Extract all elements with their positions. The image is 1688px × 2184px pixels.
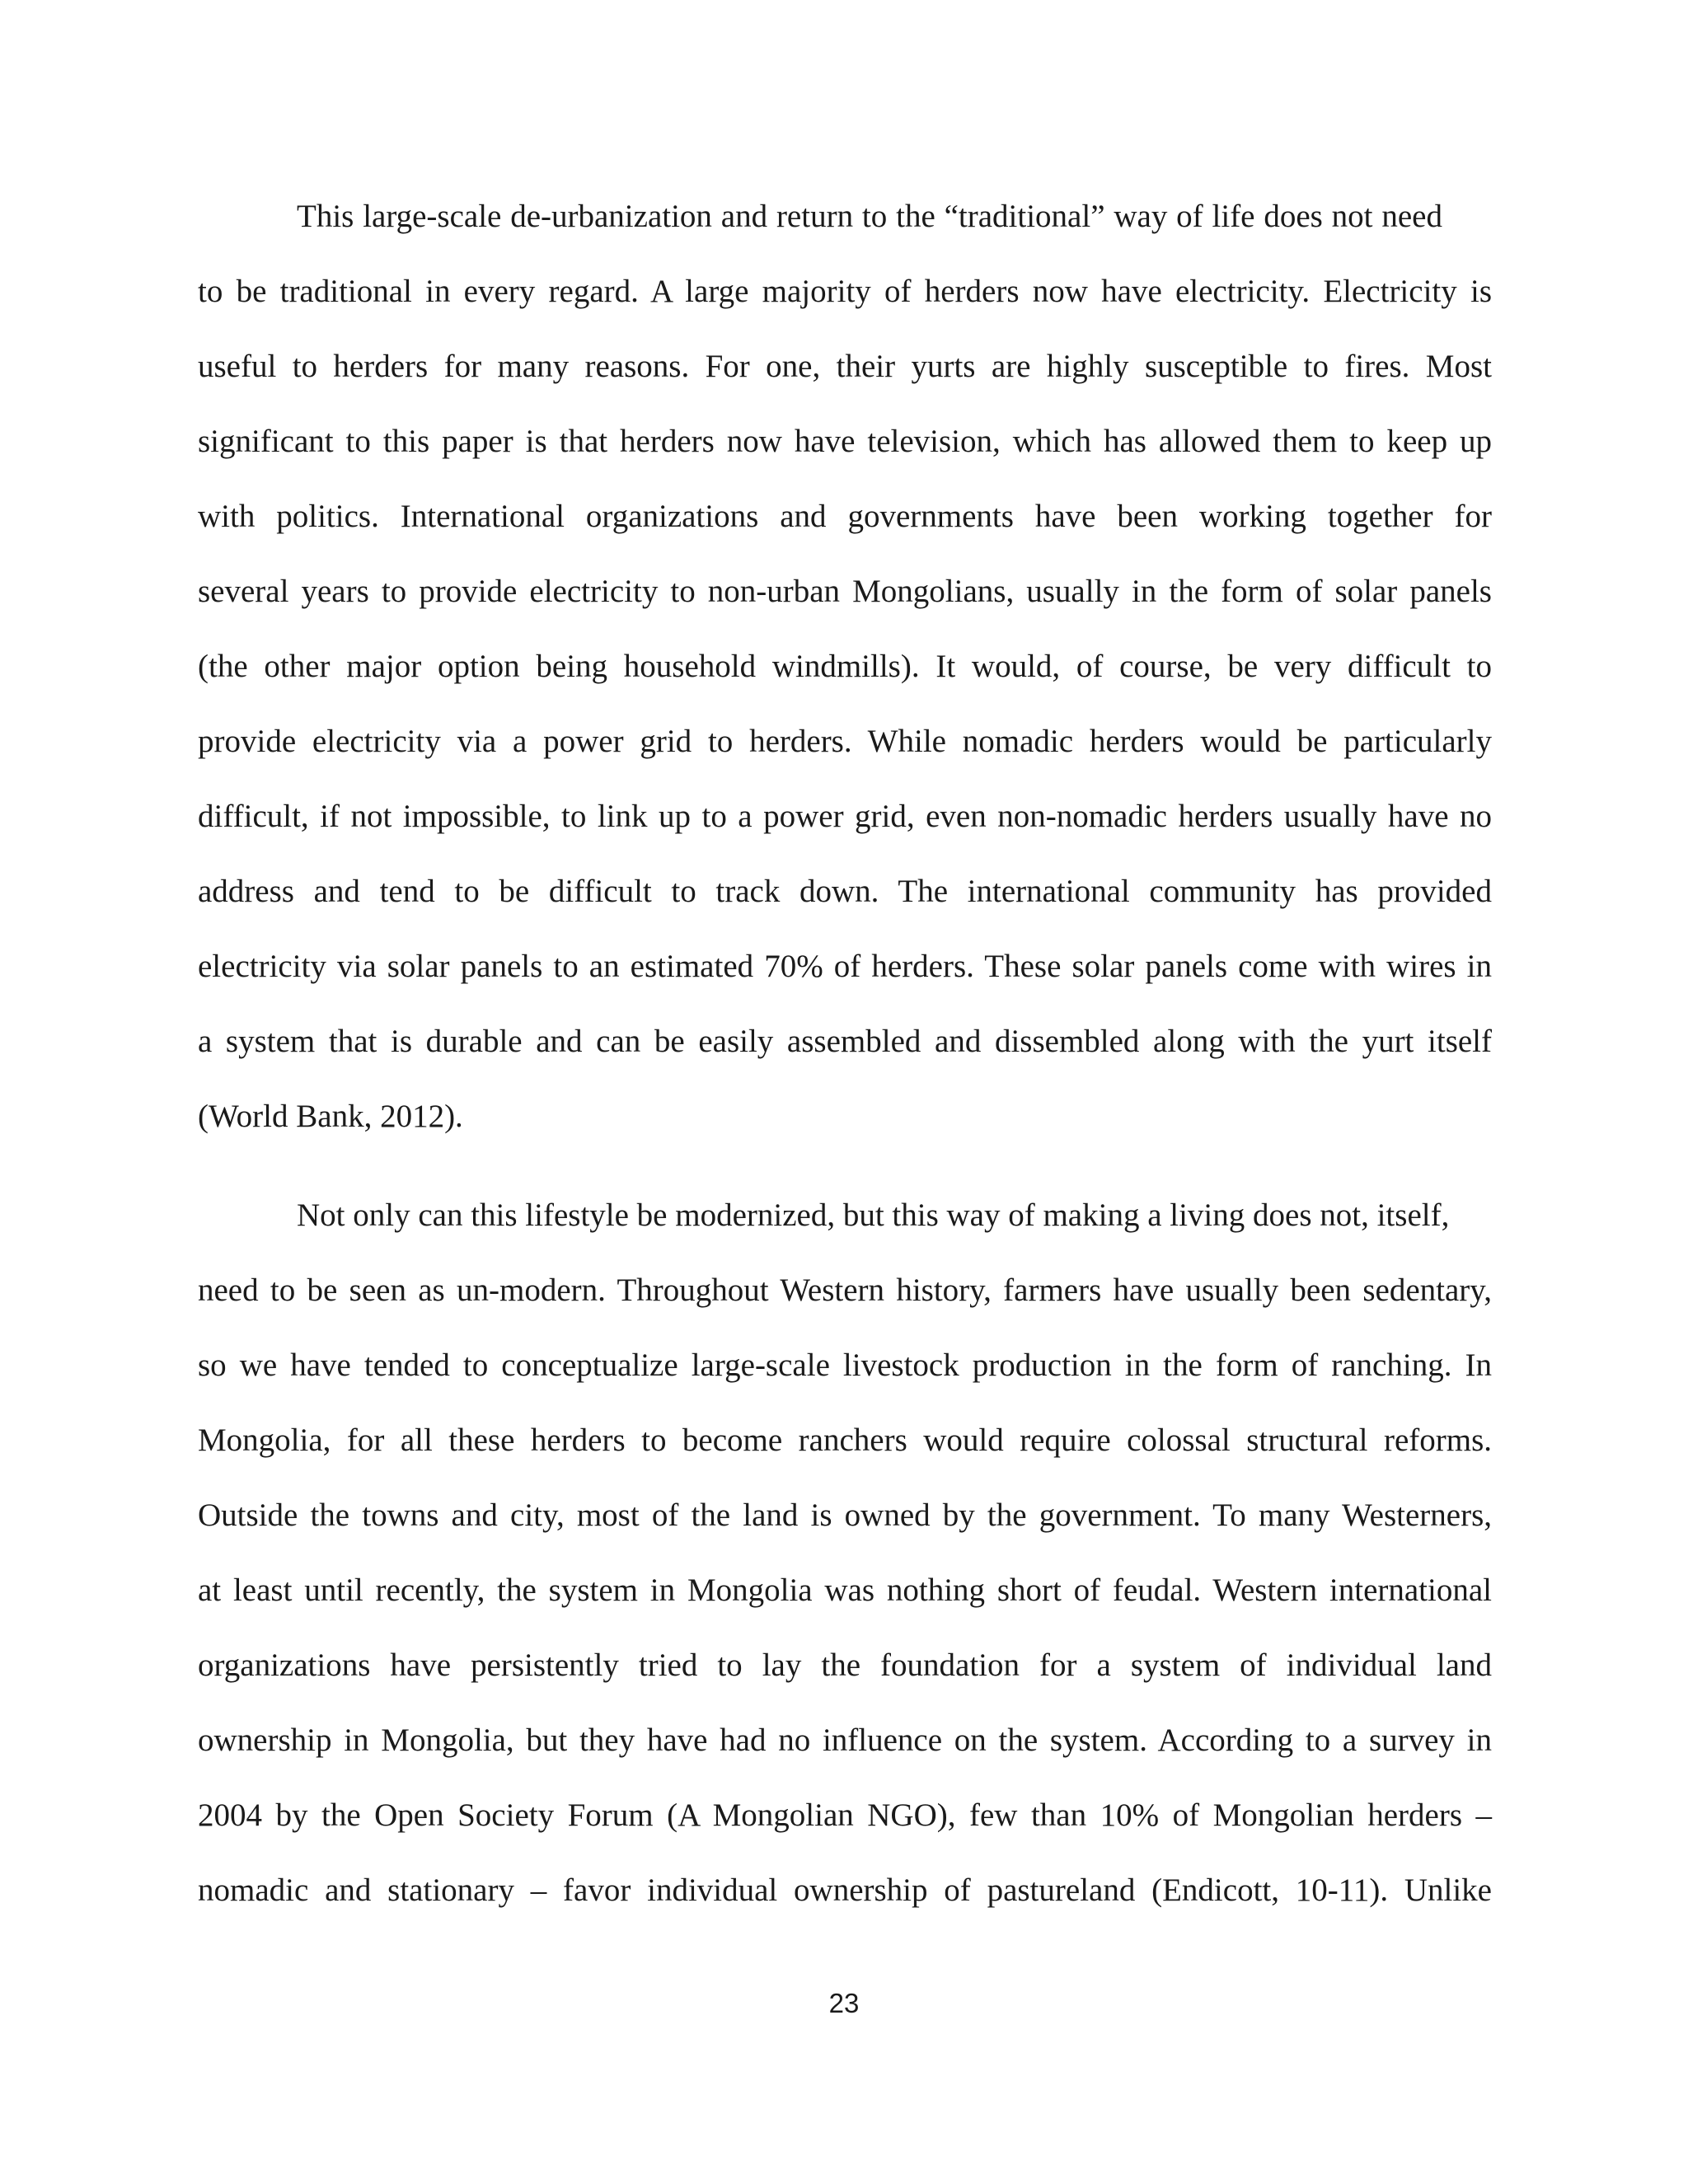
paragraph-1-line-12: a system that is durable and can be easily assembled and dissembled along with the yurt itself — [198, 1024, 1492, 1059]
paragraph-2-line-5: Outside the towns and city, most of the land is owned by the government. To many Westerners, — [198, 1497, 1492, 1533]
paragraph-2-line-1: Not only can this lifestyle be modernized, but this way of making a living does not, itself, — [297, 1197, 1450, 1233]
paragraph-2-line-6: at least until recently, the system in Mongolia was nothing short of feudal. Western international — [198, 1572, 1492, 1608]
paragraph-1-line-4: significant to this paper is that herders now have television, which has allowed them to keep up — [198, 424, 1492, 459]
paragraph-1-line-1: This large-scale de-urbanization and return to the “traditional” way of life does not need — [297, 199, 1442, 234]
paragraph-2-line-10: nomadic and stationary – favor individual ownership of pastureland (Endicott, 10-11). Unlike — [198, 1872, 1492, 1908]
paragraph-2-line-9: 2004 by the Open Society Forum (A Mongolian NGO), few than 10% of Mongolian herders – — [198, 1797, 1492, 1833]
paragraph-1-line-6: several years to provide electricity to non-urban Mongolians, usually in the form of solar panels — [198, 574, 1492, 609]
paragraph-2-line-2: need to be seen as un-modern. Throughout Western history, farmers have usually been sedentary, — [198, 1272, 1492, 1308]
paragraph-1-line-2: to be traditional in every regard. A large majority of herders now have electricity. Electricity is — [198, 274, 1492, 309]
paragraph-1-line-11: electricity via solar panels to an estimated 70% of herders. These solar panels come with wires in — [198, 949, 1492, 984]
page-number: 23 — [828, 1988, 860, 2018]
paragraph-1-line-3: useful to herders for many reasons. For one, their yurts are highly susceptible to fires. Most — [198, 349, 1492, 384]
paragraph-2-line-3: so we have tended to conceptualize large-scale livestock production in the form of ranching. In — [198, 1347, 1492, 1383]
paragraph-1-line-8: provide electricity via a power grid to herders. While nomadic herders would be particularly — [198, 724, 1492, 759]
paragraph-1-line-7: (the other major option being household windmills). It would, of course, be very difficult to — [198, 649, 1492, 684]
paragraph-1-line-9: difficult, if not impossible, to link up to a power grid, even non-nomadic herders usually have no — [198, 799, 1492, 834]
paragraph-1-line-10: address and tend to be difficult to track down. The international community has provided — [198, 874, 1492, 909]
paragraph-1-line-13: (World Bank, 2012). — [198, 1099, 463, 1134]
paragraph-2-line-4: Mongolia, for all these herders to become ranchers would require colossal structural reforms. — [198, 1422, 1492, 1458]
paragraph-2-line-8: ownership in Mongolia, but they have had no influence on the system. According to a survey in — [198, 1722, 1492, 1758]
paragraph-1-line-5: with politics. International organizations and governments have been working together for — [198, 499, 1492, 534]
paragraph-2-line-7: organizations have persistently tried to lay the foundation for a system of individual land — [198, 1647, 1492, 1683]
